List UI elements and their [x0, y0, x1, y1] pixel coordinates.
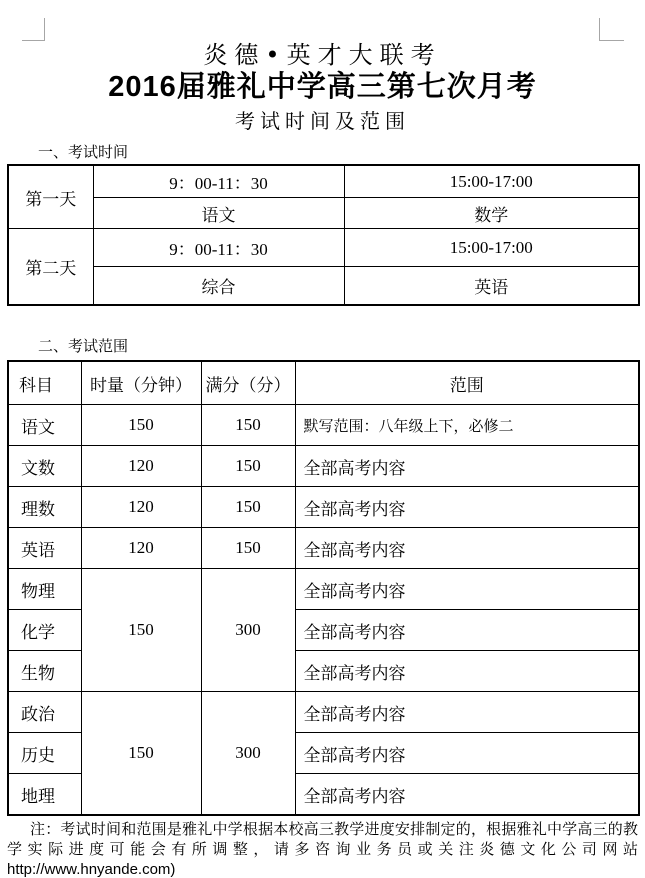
scope-cell: 全部高考内容 — [295, 733, 639, 774]
table-row — [8, 528, 639, 569]
scope-cell: 全部高考内容 — [295, 692, 639, 733]
duration-cell: 120 — [81, 446, 201, 487]
duration-cell: 150 — [81, 405, 201, 446]
score-cell: 150 — [201, 446, 295, 487]
score-cell: 150 — [201, 528, 295, 569]
scope-cell: 全部高考内容 — [295, 651, 639, 692]
score-cell: 150 — [201, 487, 295, 528]
subject-cell: 语文 — [8, 405, 81, 446]
table-row — [8, 446, 639, 487]
scope-cell: 全部高考内容 — [295, 528, 639, 569]
col-header-subject: 科目 — [8, 361, 81, 405]
table-row — [8, 692, 639, 733]
col-header-scope: 范围 — [295, 361, 639, 405]
scope-cell: 全部高考内容 — [295, 446, 639, 487]
afternoon-time-cell: 15:00-17:00 — [344, 165, 639, 198]
exam-scope-table — [7, 360, 640, 816]
subject-cell: 生物 — [8, 651, 81, 692]
text-boundary-mark-top-left-icon — [22, 18, 45, 41]
table-row — [8, 405, 639, 446]
table-row — [8, 487, 639, 528]
footnote-line-1: 注：考试时间和范围是雅礼中学根据本校高三教学进度安排制定的，根据雅礼中学高三的教 — [30, 821, 638, 838]
subject-cell: 物理 — [8, 569, 81, 610]
afternoon-subject-cell: 英语 — [344, 267, 639, 306]
subject-cell: 化学 — [8, 610, 81, 651]
duration-cell: 120 — [81, 487, 201, 528]
col-header-duration: 时量（分钟） — [81, 361, 201, 405]
scope-cell: 全部高考内容 — [295, 569, 639, 610]
table-header-row — [8, 361, 639, 405]
scope-cell: 默写范围：八年级上下，必修二 — [295, 405, 639, 446]
morning-time-cell: 9：00-11：30 — [93, 165, 344, 198]
table-row — [8, 229, 639, 267]
duration-cell-merged: 150 — [81, 569, 201, 692]
exam-subtitle: 考试时间及范围 — [235, 109, 410, 133]
col-header-score: 满分（分） — [201, 361, 295, 405]
table-row — [8, 267, 639, 306]
exam-main-title: 2016届雅礼中学高三第七次月考 — [108, 71, 537, 103]
afternoon-time-cell: 15:00-17:00 — [344, 229, 639, 267]
scope-cell: 全部高考内容 — [295, 610, 639, 651]
section-exam-time-label: 一、考试时间 — [38, 144, 129, 161]
scope-cell: 全部高考内容 — [295, 774, 639, 816]
table-row — [8, 198, 639, 229]
subject-cell: 英语 — [8, 528, 81, 569]
afternoon-subject-cell: 数学 — [344, 198, 639, 229]
duration-cell: 120 — [81, 528, 201, 569]
score-cell-merged: 300 — [201, 692, 295, 816]
subject-cell: 地理 — [8, 774, 81, 816]
exam-brand-title: 炎德•英才大联考 — [203, 41, 442, 69]
table-row — [8, 165, 639, 198]
subject-cell: 政治 — [8, 692, 81, 733]
duration-cell-merged: 150 — [81, 692, 201, 816]
subject-cell: 文数 — [8, 446, 81, 487]
score-cell: 150 — [201, 405, 295, 446]
table-row — [8, 569, 639, 610]
footnote — [7, 820, 638, 878]
subject-cell: 历史 — [8, 733, 81, 774]
text-boundary-mark-top-right-icon — [599, 18, 624, 41]
section-exam-scope-label: 二、考试范围 — [38, 338, 129, 355]
footnote-line-2: 学实际进度可能会有所调整，请多咨询业务员或关注炎德文化公司网站 http://www.hnyande.com) — [7, 841, 638, 878]
exam-schedule-table — [7, 164, 640, 306]
subject-cell: 理数 — [8, 487, 81, 528]
morning-subject-cell: 综合 — [93, 267, 344, 306]
day-label: 第一天 — [8, 165, 93, 229]
day-label: 第二天 — [8, 229, 93, 306]
morning-subject-cell: 语文 — [93, 198, 344, 229]
scope-cell: 全部高考内容 — [295, 487, 639, 528]
score-cell-merged: 300 — [201, 569, 295, 692]
morning-time-cell: 9：00-11：30 — [93, 229, 344, 267]
